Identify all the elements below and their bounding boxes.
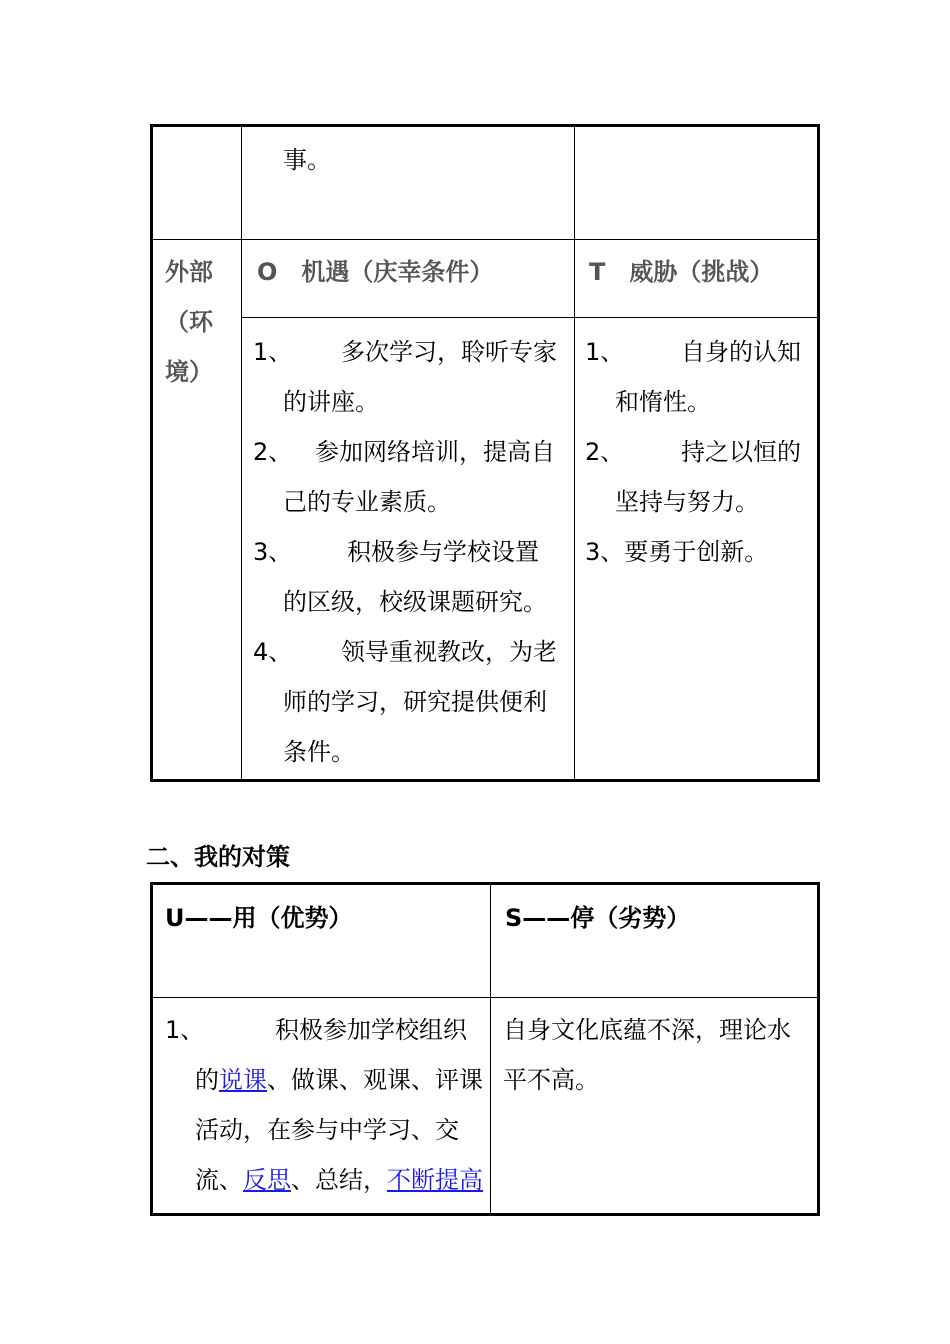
link-buduan-tigao[interactable]: 不断提高 xyxy=(387,1166,483,1194)
row-divider xyxy=(241,317,817,318)
column-divider xyxy=(241,127,242,779)
list-item xyxy=(253,627,568,777)
item-number: 1、 xyxy=(585,338,625,366)
list-item xyxy=(585,527,817,577)
item-text: 持之以恒的 xyxy=(681,438,801,466)
link-fansi[interactable]: 反思 xyxy=(243,1166,291,1194)
item-number: 1、 xyxy=(165,1016,205,1044)
item-text: 流、 xyxy=(195,1166,243,1194)
list-item xyxy=(253,327,568,427)
item-text: 、总结， xyxy=(291,1166,387,1194)
opportunity-header: O 机遇（庆幸条件） xyxy=(257,258,494,286)
stop-header: S——停（劣势） xyxy=(505,904,691,932)
item-text: 和惰性。 xyxy=(615,388,711,416)
item-text: 自身文化底蕴不深，理论水 xyxy=(503,1016,791,1044)
use-item xyxy=(165,1005,483,1205)
list-item xyxy=(253,527,568,627)
opportunity-list xyxy=(253,327,568,777)
item-number: 4、 xyxy=(253,638,293,666)
item-text: 的讲座。 xyxy=(283,388,379,416)
item-number: 3、 xyxy=(253,538,293,566)
stop-item xyxy=(503,1005,818,1105)
row-divider xyxy=(153,997,817,998)
prev-cell-text: 事。 xyxy=(283,146,331,174)
item-text: 活动，在参与中学习、交 xyxy=(195,1116,459,1144)
item-text: 的区级，校级课题研究。 xyxy=(283,588,547,616)
item-text: 平不高。 xyxy=(503,1066,599,1094)
external-label-line: （环 xyxy=(165,308,213,336)
row-divider xyxy=(153,239,817,240)
item-text: 坚持与努力。 xyxy=(615,488,759,516)
link-shuoke[interactable]: 说课 xyxy=(219,1066,267,1094)
list-item xyxy=(585,327,817,427)
list-item xyxy=(253,427,568,527)
item-number: 2、 xyxy=(253,438,293,466)
use-header: U——用（优势） xyxy=(165,904,353,932)
item-text: 条件。 xyxy=(283,738,355,766)
item-number: 1、 xyxy=(253,338,293,366)
threat-list xyxy=(585,327,817,577)
item-text: 师的学习，研究提供便利 xyxy=(283,688,547,716)
external-label-line: 境） xyxy=(165,358,213,386)
list-item xyxy=(585,427,817,527)
swot-table xyxy=(150,124,820,782)
threat-header: T 威胁（挑战） xyxy=(589,258,774,286)
item-text: 多次学习，聆听专家 xyxy=(341,338,557,366)
external-label-line: 外部 xyxy=(165,258,213,286)
item-text: 要勇于创新。 xyxy=(624,538,769,566)
item-text: 积极参与学校设置 xyxy=(347,538,539,566)
item-text: 自身的认知 xyxy=(681,338,801,366)
item-text: 、做课、观课、评课 xyxy=(267,1066,483,1094)
item-number: 2、 xyxy=(585,438,625,466)
item-number: 3、 xyxy=(585,538,625,566)
item-text: 积极参加学校组织 xyxy=(275,1016,467,1044)
item-text: 的 xyxy=(195,1066,219,1094)
section-heading: 二、我的对策 xyxy=(146,843,290,871)
strategy-table xyxy=(150,882,820,1216)
item-text: 己的专业素质。 xyxy=(283,488,451,516)
item-text: 领导重视教改，为老 xyxy=(341,638,557,666)
external-label xyxy=(165,247,213,397)
item-text: 参加网络培训，提高自 xyxy=(315,438,555,466)
